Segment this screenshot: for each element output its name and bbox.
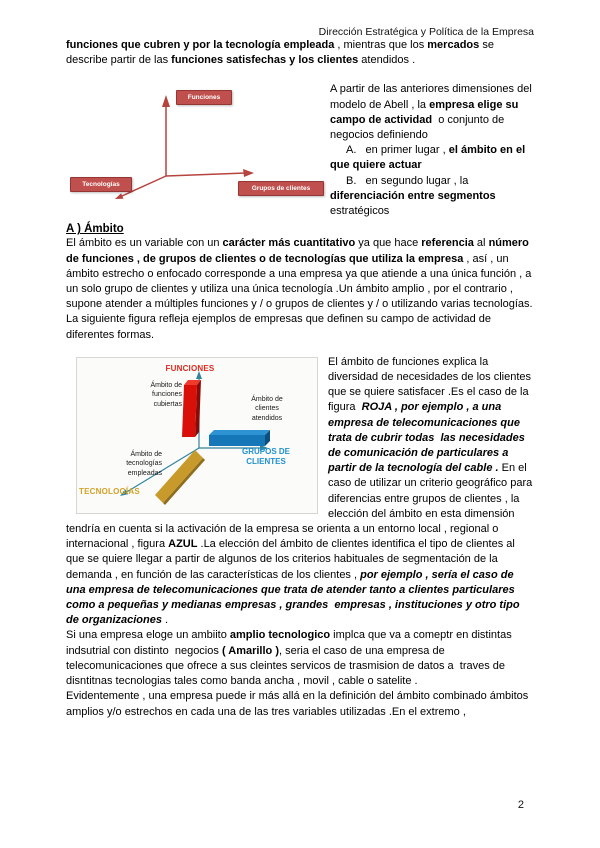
text-run: A. en primer lugar , [346, 144, 449, 157]
arrow-down-left-icon [115, 194, 124, 200]
text-run: A partir de las anteriores dimensiones del modelo de Abell , la [330, 83, 535, 111]
axis-label-funciones: Funciones [176, 90, 232, 105]
blue-bar-clientes [209, 430, 270, 446]
arrow-up-icon [162, 95, 170, 107]
figure-intro-paragraph: La siguiente figura refleja ejemplos de empresas que definen su campo de actividad de diferentes formas. [66, 313, 495, 341]
figure2-title-grupos-clientes: GRUPOS DE CLIENTES [241, 446, 290, 466]
text-run: empresa elige su campo de actividad [330, 98, 522, 126]
example-figure-section [66, 355, 534, 629]
axis-label-grupos-clientes: Grupos de clientes [238, 181, 324, 196]
abell-item-a [330, 143, 534, 173]
text-run: AZUL [168, 538, 198, 551]
text-run: Si una empresa eloge un ambiito [66, 629, 230, 642]
section-heading-ambito: A ) Ámbito [66, 223, 124, 236]
figure2-title-funciones: FUNCIONES [165, 363, 215, 373]
abell-example-figure [76, 357, 318, 514]
text-run: ROJA , por ejemplo , a una empresa de telecomunicaciones que trata de cubrir todas las necesidades de comunicación de particulares a partir de la tecnología del cable . [328, 401, 528, 475]
text-run: estratégicos [330, 189, 499, 218]
axis-line-horizontal [166, 173, 246, 176]
figure2-label-clientes: Ámbito de clientes atendidos [251, 395, 283, 422]
text-run: . [161, 614, 169, 627]
page-header: Dirección Estratégica y Política de la Empresa [318, 26, 534, 38]
text-run: B. en segundo lugar , la [346, 174, 472, 187]
text-run: ya que hace [355, 237, 422, 250]
page-content [66, 38, 534, 720]
text-run: , así , un ámbito estrecho o enfocado corresponde a una empresa ya que atiende a una única función , a un solo grupo de clientes y utiliza una única tecnología .Un ámbito amplio , por el contrario , supone atender a múltiples funciones y / o grupos de clientes y / o utilizando varias tecnologías. [66, 252, 535, 311]
text-run: por ejemplo , sería el caso de una empresa de telecomunicaciones que trata de atender tanto a clientes particulares como a pequeñas y medianas empresas , grandes empresas , instituciones y otro tipo de organizaciones [66, 568, 523, 627]
text-run: El ámbito es un variable con un [66, 237, 223, 250]
text-run: carácter más cuantitativo [222, 237, 356, 250]
text-run: atendidos . [358, 54, 416, 67]
abell-item-b [330, 174, 534, 220]
text-run: diferenciación entre segmentos [330, 189, 496, 202]
ambito-tecnologico-paragraph [66, 628, 534, 689]
text-run: .La elección del ámbito de clientes identifica el tipo de clientes al que se quiere llegar a partir de algunos de los criterios habituales de segmentación de la demanda , en función de las características de los clientes , [66, 538, 518, 581]
gold-bar-tecnologias [155, 450, 205, 505]
page-number: 2 [517, 799, 524, 811]
text-run: se describe partir de las [66, 39, 498, 67]
text-run: al [473, 237, 489, 250]
abell-axes-figure [66, 80, 330, 220]
text-run: funciones que cubren y por la tecnología empleada [66, 39, 335, 51]
text-run: el ámbito en el que quiere actuar [330, 144, 529, 172]
axis-label-tecnologias: Tecnologías [70, 177, 132, 192]
text-run: o conjunto de negocios definiendo [330, 113, 508, 142]
arrow-right-icon [243, 169, 254, 177]
red-bar-funciones [182, 380, 201, 437]
text-run: En el caso de utilizar un criterio geográfico para diferencias entre grupos de clientes , la elección del ámbito en esta dimensión tendría en cuenta si la activación de la empresa se orienta a un entorno local , regional o internacional , figura [66, 462, 536, 551]
text-run: referencia [421, 237, 474, 250]
ambito-paragraph [66, 236, 534, 312]
abell-figure-row [66, 80, 534, 220]
text-run: El ámbito de funciones explica la diversidad de necesidades de los clientes que se quiere satisfacer .Es el caso de la figura [328, 355, 535, 414]
figure2-title-tecnologias: TECNOLOGÍAS [79, 486, 140, 496]
text-run: amplio tecnologico [229, 629, 331, 642]
figure2-label-funciones: Ámbito de funciones cubiertas [150, 381, 182, 408]
figure2-label-tecnologias: Ámbito de tecnologías empleadas [126, 450, 162, 477]
abell-side-text [330, 80, 534, 220]
text-run: número de funciones , de grupos de clientes o de tecnologías que utiliza la empresa [66, 237, 532, 265]
text-run: implca que va a comeptr en distintas indsutrial con distinto negocios [66, 629, 515, 657]
text-run: , mientras que los [334, 39, 428, 51]
text-run: , seria el caso de una empresa de telecomunicaciones que ofrece a sus cleintes servicos de trasmision de datos a traves de disntitnas tecnologias tales como banda ancha , movil , cable o satelite . [66, 644, 509, 688]
abell-intro-paragraph [330, 82, 534, 143]
text-run: funciones satisfechas y los clientes [171, 54, 359, 67]
intro-paragraph [66, 38, 534, 68]
text-run: mercados [427, 39, 480, 51]
text-run: ( Amarillo ) [221, 644, 279, 657]
closing-paragraph: Evidentemente , una empresa puede ir más allá en la definición del ámbito combinado ámbitos amplios y/o estrechos en cada una de las tres variables utilizadas .En el extremo , [66, 690, 532, 718]
